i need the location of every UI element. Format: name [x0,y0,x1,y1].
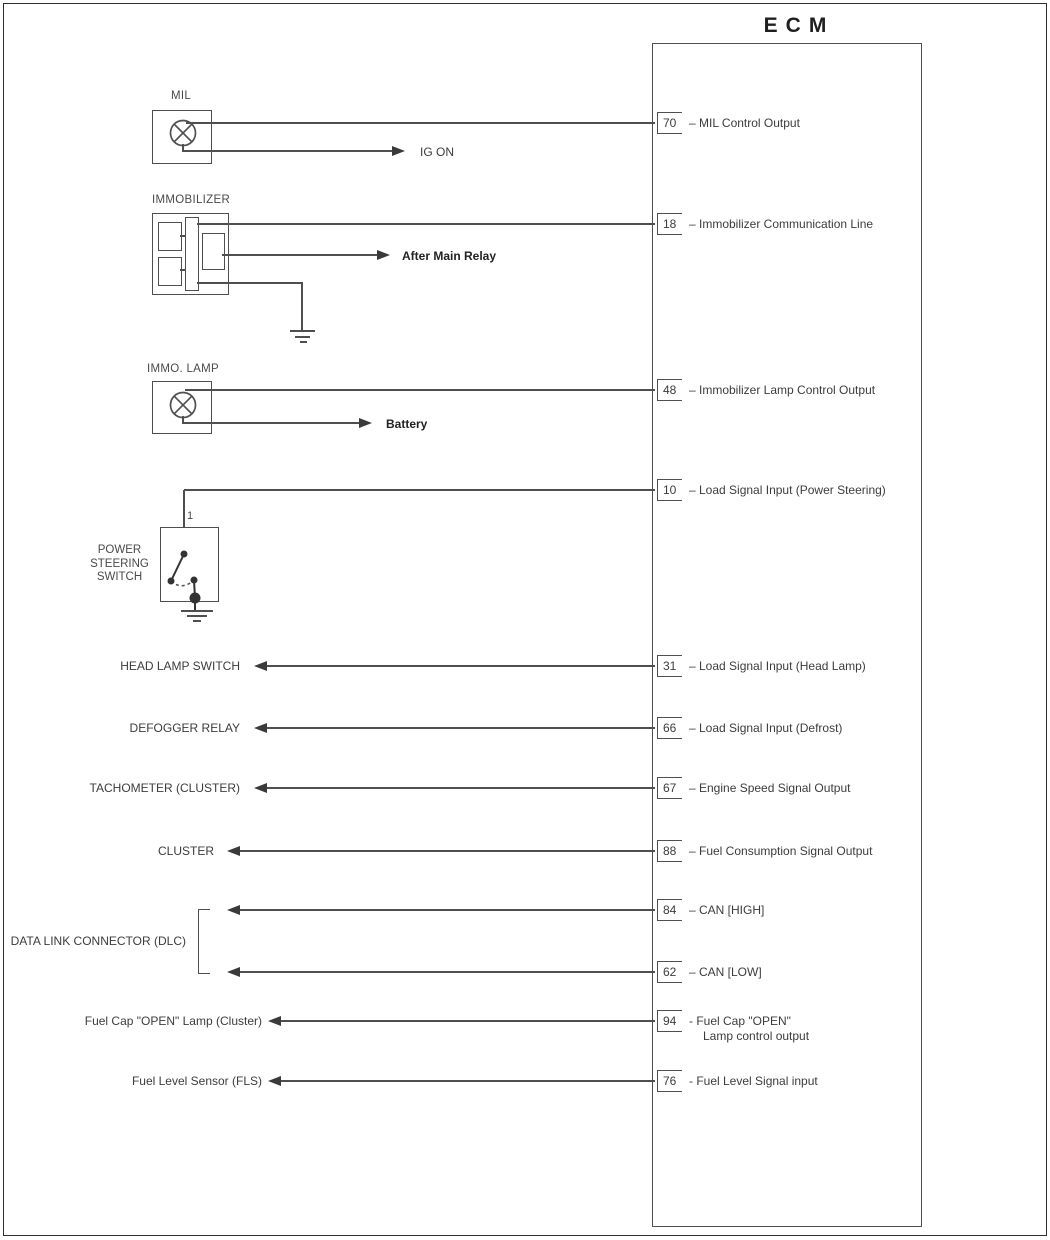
wire-immolamp-to-pin48 [185,389,655,391]
wire-immolamp-to-battery [183,422,360,424]
defogger-relay-label: DEFOGGER RELAY [129,721,240,735]
ecm-pin-70 [657,112,800,134]
pin-number: 62 [663,965,677,979]
wire-pin31 [267,665,655,667]
wire-mil-to-pin70 [186,122,655,124]
immobilizer-coil [185,217,199,291]
pin-number: 31 [663,659,677,673]
ecm-pin-88 [657,840,872,862]
ecm-pin-66 [657,717,842,739]
ground-icon [181,610,213,612]
ecm-pin-67 [657,777,850,799]
cluster-label: CLUSTER [157,844,214,858]
wire-pin88 [240,850,655,852]
pin-number-box [657,655,682,677]
wire-pin62 [240,971,655,973]
ground-icon [300,341,307,343]
after-main-relay-label: After Main Relay [402,249,497,263]
pin-label: – Fuel Consumption Signal Output [689,844,873,858]
ecm-title: ECM [763,14,835,37]
wire-internal [180,269,185,271]
dlc-label: DATA LINK CONNECTOR (DLC) [10,934,186,948]
fuel-level-sensor-label: Fuel Level Sensor (FLS) [131,1074,262,1088]
pin-number: 10 [663,483,677,497]
immobilizer-cell [158,222,182,251]
pin-number: 67 [663,781,677,795]
ecm-pin-94 [657,1010,809,1044]
arrow-right-icon [377,250,390,260]
pin-number-box [657,961,682,983]
wire-immobilizer-to-relay [222,254,377,256]
switch-contact-icon [150,540,230,612]
pin-number: 66 [663,721,677,735]
pin-number-box [657,112,682,134]
pin-number-box [657,213,682,235]
pin-number-box [657,379,682,401]
pin-label: – CAN [HIGH] [689,903,765,917]
ig-on-label: IG ON [420,145,455,159]
pin-number-box [657,899,682,921]
pin-label: – CAN [LOW] [689,965,762,979]
head-lamp-switch-label: HEAD LAMP SWITCH [120,659,240,673]
immobilizer-cell [158,257,182,286]
pin-number: 84 [663,903,677,917]
arrow-left-icon [268,1016,281,1026]
wire-pin94 [281,1020,655,1022]
immobilizer-cell [202,233,225,270]
ecm-pin-76 [657,1070,818,1092]
ecm-pin-18 [657,213,873,235]
ecm-pin-31 [657,655,866,677]
pin-label: – Immobilizer Lamp Control Output [689,383,876,397]
pin-label: – Load Signal Input (Head Lamp) [689,659,866,673]
wire-ps-to-pin10 [184,489,655,491]
arrow-left-icon [254,661,267,671]
arrow-left-icon [227,967,240,977]
pin-number: 88 [663,844,677,858]
ground-icon [295,336,310,338]
arrow-left-icon [227,846,240,856]
immobilizer-label: IMMOBILIZER [152,194,231,206]
ecm-pin-84 [657,899,764,921]
dlc-bracket [198,909,210,974]
pin-label-line1: - Fuel Cap "OPEN" [689,1014,791,1028]
ground-icon [193,620,201,622]
ps-label-line: POWER [97,544,142,556]
wire-immobilizer-to-pin18 [197,223,655,225]
pin-number-box [657,840,682,862]
pin-number: 76 [663,1074,677,1088]
pin-number: 18 [663,217,677,231]
arrow-left-icon [254,723,267,733]
pin-label: - Fuel Level Signal input [689,1074,818,1088]
arrow-right-icon [359,418,372,428]
pin-label-line2: Lamp control output [703,1029,810,1044]
arrow-left-icon [254,783,267,793]
battery-label: Battery [386,417,428,431]
ps-label-line: SWITCH [96,571,143,583]
pin-number: 94 [663,1014,677,1028]
pin-label [689,1010,809,1044]
pin-label: – Engine Speed Signal Output [689,781,851,795]
pin-label: – Load Signal Input (Defrost) [689,721,843,735]
ps-label-line: STEERING [90,557,149,570]
ecm-pin-62 [657,961,762,983]
pin-number: 70 [663,116,677,130]
tachometer-label: TACHOMETER (CLUSTER) [89,781,240,795]
ground-icon [290,330,315,332]
pin-number-box [657,777,682,799]
pin-number-box [657,717,682,739]
immo-lamp-label: IMMO. LAMP [147,363,220,375]
wire-pin76 [281,1080,655,1082]
pin-number-box [657,479,682,501]
wire-pin66 [267,727,655,729]
ps-pin-number: 1 [187,510,194,522]
pin-number-box [657,1010,682,1032]
wire-pin67 [267,787,655,789]
ecm-pin-10 [657,479,886,501]
wire-ground-drop [301,283,303,331]
pin-label: – Immobilizer Communication Line [689,217,874,231]
wire-internal [180,235,185,237]
wire-pin84 [240,909,655,911]
ecm-pin-48 [657,379,875,401]
pin-number-box [657,1070,682,1092]
mil-label: MIL [170,90,192,102]
ground-icon [187,615,207,617]
arrow-right-icon [392,146,405,156]
wire-immobilizer-to-ground [197,282,303,284]
pin-number: 48 [663,383,677,397]
wire-mil-to-igon [183,150,392,152]
pin-label: – MIL Control Output [689,116,800,130]
arrow-left-icon [268,1076,281,1086]
arrow-left-icon [227,905,240,915]
pin-label: – Load Signal Input (Power Steering) [689,483,886,497]
fuel-cap-lamp-label: Fuel Cap "OPEN" Lamp (Cluster) [84,1014,262,1028]
